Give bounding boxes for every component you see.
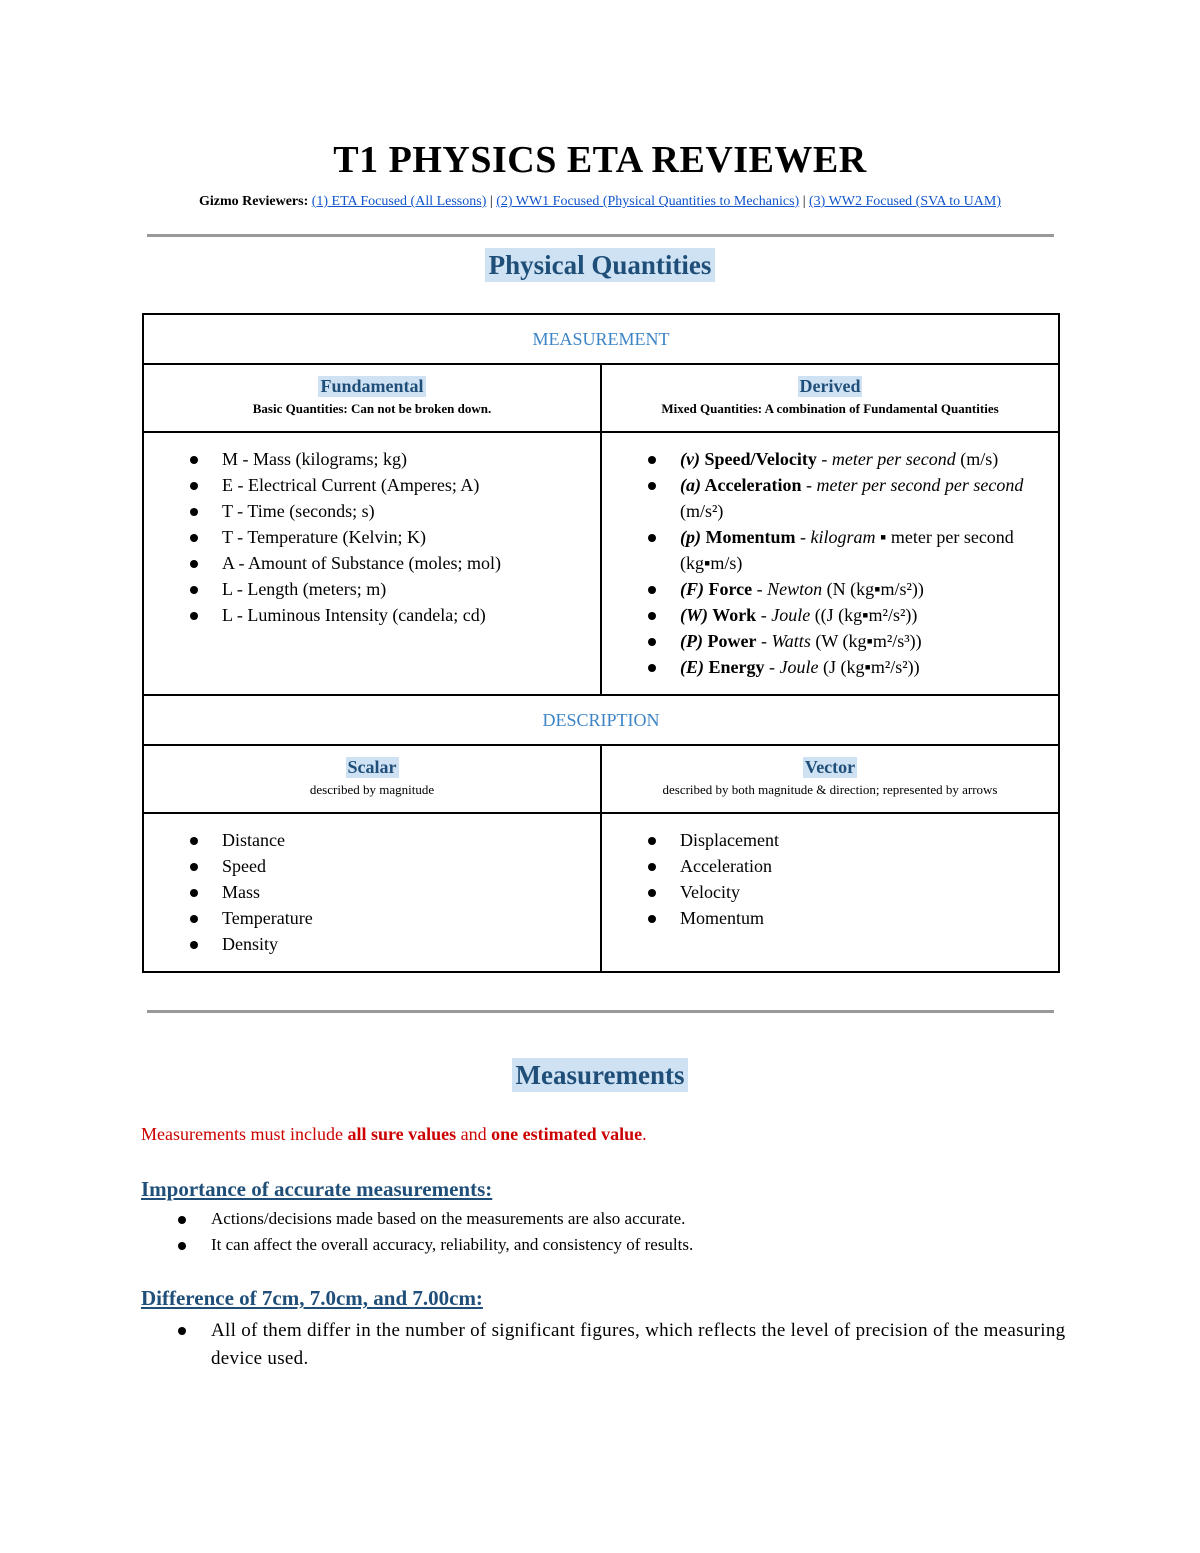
- list-item: Displacement: [680, 827, 1048, 853]
- fundamental-list: [222, 446, 600, 628]
- vector-subtitle: described by both magnitude & direction; represented by arrows: [662, 782, 998, 797]
- importance-heading: Importance of accurate measurements:: [141, 1177, 493, 1201]
- difference-list-block: [211, 1317, 1071, 1373]
- note-emphasis: all sure values: [347, 1124, 457, 1144]
- list-item: (P) Power - Watts (W (kg▪m²/s³)): [680, 628, 1048, 654]
- list-item: (v) Speed/Velocity - meter per second (m/s): [680, 446, 1048, 472]
- link-separator: |: [489, 194, 493, 209]
- difference-heading: Difference of 7cm, 7.0cm, and 7.00cm:: [141, 1286, 483, 1310]
- list-item: L - Length (meters; m): [222, 576, 600, 602]
- note-text: Measurements must include: [141, 1124, 348, 1144]
- vector-title: Vector: [804, 757, 856, 777]
- note-text: .: [642, 1124, 647, 1144]
- fundamental-header-cell: [143, 364, 601, 432]
- link-separator: |: [802, 194, 806, 209]
- list-item: (F) Force - Newton (N (kg▪m/s²)): [680, 576, 1048, 602]
- list-item: Acceleration: [680, 853, 1048, 879]
- fundamental-subtitle: Basic Quantities: Can not be broken down.: [252, 401, 492, 416]
- importance-list-block: [211, 1206, 1071, 1258]
- importance-list: [211, 1206, 1071, 1258]
- list-item: A - Amount of Substance (moles; mol): [222, 550, 600, 576]
- difference-list: [211, 1317, 1071, 1373]
- vector-header-cell: [601, 745, 1059, 813]
- description-banner: DESCRIPTION: [143, 695, 1059, 745]
- measurements-heading: [0, 1060, 1200, 1091]
- horizontal-divider: [147, 1010, 1054, 1013]
- vector-list: [680, 827, 1048, 931]
- fundamental-list-cell: [143, 432, 601, 695]
- scalar-header-cell: [143, 745, 601, 813]
- physical-quantities-table: [142, 313, 1060, 973]
- scalar-title: Scalar: [347, 757, 397, 777]
- section-heading-text: Physical Quantities: [485, 248, 716, 282]
- reviewer-link-eta[interactable]: (1) ETA Focused (All Lessons): [311, 194, 487, 209]
- list-item: It can affect the overall accuracy, reliability, and consistency of results.: [211, 1232, 1071, 1258]
- derived-subtitle: Mixed Quantities: A combination of Fundamental Quantities: [661, 401, 999, 416]
- section-heading-text: Measurements: [512, 1058, 689, 1092]
- reviewer-link-ww2[interactable]: (3) WW2 Focused (SVA to UAM): [809, 194, 1001, 209]
- physical-quantities-heading: [0, 250, 1200, 281]
- list-item: (a) Acceleration - meter per second per second (m/s²): [680, 472, 1048, 524]
- derived-list-cell: [601, 432, 1059, 695]
- list-item: T - Time (seconds; s): [222, 498, 600, 524]
- reviewer-links-line: [0, 194, 1200, 210]
- vector-list-cell: [601, 813, 1059, 972]
- measurement-rule-note: [141, 1124, 647, 1145]
- list-item: Velocity: [680, 879, 1048, 905]
- list-item: (p) Momentum - kilogram ▪ meter per second (kg▪m/s): [680, 524, 1048, 576]
- note-text: and: [456, 1124, 492, 1144]
- measurement-banner: MEASUREMENT: [143, 314, 1059, 364]
- scalar-list: [222, 827, 600, 957]
- list-item: Distance: [222, 827, 600, 853]
- scalar-subtitle: described by magnitude: [309, 782, 435, 797]
- derived-list: [680, 446, 1048, 680]
- list-item: Speed: [222, 853, 600, 879]
- scalar-list-cell: [143, 813, 601, 972]
- note-emphasis: one estimated value: [491, 1124, 643, 1144]
- list-item: Mass: [222, 879, 600, 905]
- horizontal-divider: [147, 234, 1054, 237]
- list-item: L - Luminous Intensity (candela; cd): [222, 602, 600, 628]
- reviewer-link-ww1[interactable]: (2) WW1 Focused (Physical Quantities to Mechanics): [496, 194, 800, 209]
- derived-title: Derived: [799, 376, 861, 396]
- fundamental-title: Fundamental: [320, 376, 424, 396]
- reviewers-label: Gizmo Reviewers:: [199, 194, 309, 209]
- derived-header-cell: [601, 364, 1059, 432]
- list-item: Temperature: [222, 905, 600, 931]
- list-item: All of them differ in the number of significant figures, which reflects the level of precision of the measuring device used.: [211, 1317, 1071, 1373]
- list-item: (W) Work - Joule ((J (kg▪m²/s²)): [680, 602, 1048, 628]
- list-item: Momentum: [680, 905, 1048, 931]
- list-item: Actions/decisions made based on the measurements are also accurate.: [211, 1206, 1071, 1232]
- list-item: T - Temperature (Kelvin; K): [222, 524, 600, 550]
- list-item: Density: [222, 931, 600, 957]
- document-title: T1 PHYSICS ETA REVIEWER: [333, 139, 867, 181]
- list-item: (E) Energy - Joule (J (kg▪m²/s²)): [680, 654, 1048, 680]
- list-item: E - Electrical Current (Amperes; A): [222, 472, 600, 498]
- list-item: M - Mass (kilograms; kg): [222, 446, 600, 472]
